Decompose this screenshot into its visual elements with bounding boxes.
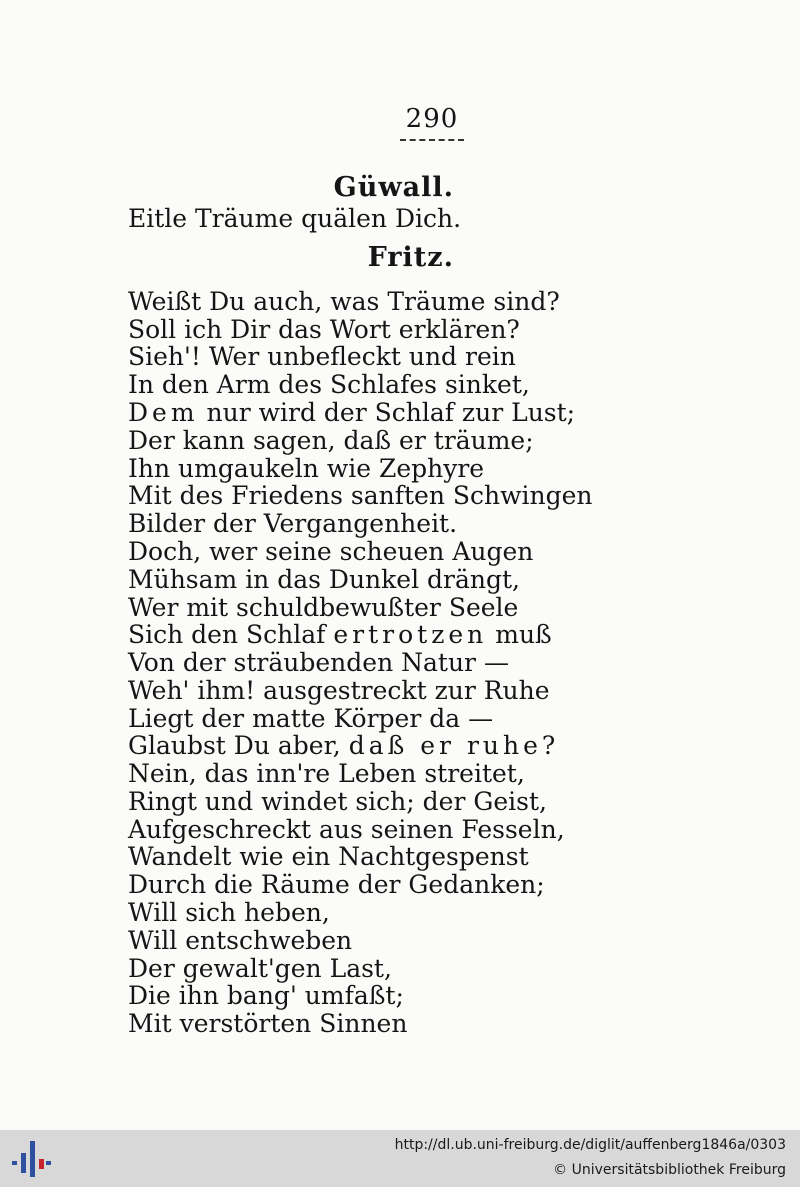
speaker-fritz: Fritz. — [367, 242, 454, 273]
verse-line — [128, 399, 575, 427]
verse-text: Glaubst Du aber, — [128, 731, 341, 760]
verse-line: Doch, wer seine scheuen Augen — [128, 537, 534, 566]
verse-line: Durch die Räume der Gedanken; — [128, 870, 545, 899]
verse-line: Will entschweben — [128, 926, 353, 955]
verse-line: Weißt Du auch, was Träume sind? — [128, 287, 560, 316]
library-logo-icon — [10, 1139, 52, 1179]
verse-line: Mit des Friedens sanften Schwingen — [128, 481, 593, 510]
verse-line — [128, 732, 559, 760]
verse-line: Der kann sagen, daß er träume; — [128, 426, 534, 455]
permalink-link[interactable]: http://dl.ub.uni-freiburg.de/diglit/auffenberg1846a/0303 — [394, 1137, 786, 1153]
verse-line: Sieh'! Wer unbefleckt und rein — [128, 342, 516, 371]
verse-line: Weh' ihm! ausgestreckt zur Ruhe — [128, 676, 550, 705]
verse-line: Ringt und windet sich; der Geist, — [128, 787, 547, 816]
verse-line: Bilder der Vergangenheit. — [128, 509, 458, 538]
spaced-word: daß er ruhe? — [348, 731, 560, 760]
verse-line: Wandelt wie ein Nachtgespenst — [128, 842, 529, 871]
verse-text: nur wird der Schlaf zur Lust; — [206, 398, 576, 427]
verse-line: Nein, das inn're Leben streitet, — [128, 759, 525, 788]
copyright-text: © Universitätsbibliothek Freiburg — [553, 1162, 786, 1178]
verse-line: Will sich heben, — [128, 898, 330, 927]
library-footer — [0, 1130, 800, 1187]
verse-line: Der gewalt'gen Last, — [128, 954, 392, 983]
page-number: 290 — [405, 104, 459, 134]
verse-line: Mit verstörten Sinnen — [128, 1009, 408, 1038]
speaker-guwall: Güwall. — [333, 172, 454, 203]
verse-line: Soll ich Dir das Wort erklären? — [128, 315, 520, 344]
verse-line: Eitle Träume quälen Dich. — [128, 204, 462, 233]
verse-text: muß — [495, 620, 552, 649]
verse-line: Wer mit schuldbewußter Seele — [128, 593, 519, 622]
verse-line — [128, 621, 552, 649]
verse-line: Aufgeschreckt aus seinen Fesseln, — [128, 815, 565, 844]
verse-line: In den Arm des Schlafes sinket, — [128, 370, 530, 399]
verse-line: Mühsam in das Dunkel drängt, — [128, 565, 521, 594]
spaced-word: ertrotzen — [333, 620, 488, 649]
verse-line: Ihn umgaukeln wie Zephyre — [128, 454, 485, 483]
verse-line: Liegt der matte Körper da — — [128, 704, 494, 733]
spaced-word: Dem — [128, 398, 199, 427]
verse-line: Die ihn bang' umfaßt; — [128, 981, 404, 1010]
verse-text: Sich den Schlaf — [128, 620, 326, 649]
page-number-rule — [400, 139, 464, 141]
verse-line: Von der sträubenden Natur — — [128, 648, 509, 677]
